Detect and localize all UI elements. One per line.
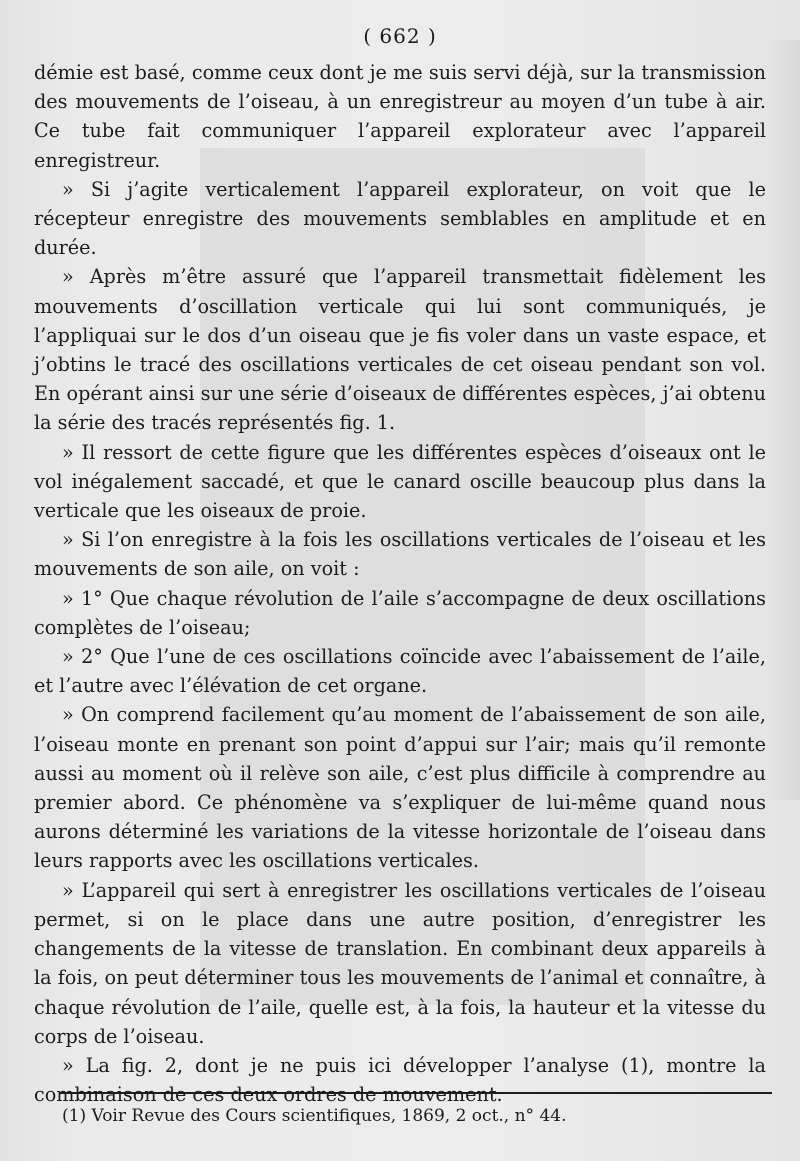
paragraph: » Si j’agite verticalement l’appareil explorateur, on voit que le récepteur enregistre des mouvements semblables en amplitude et en durée. [34,177,766,260]
body-text [34,58,766,1109]
paragraph: » L’appareil qui sert à enregistrer les oscillations verticales de l’oiseau permet, si on le place dans une autre position, d’enregistrer les changements de la vitesse de translation. En combinant deux appareils à la fois, on peut déterminer tous les mouvements de l’animal et connaître, à chaque révolution de l’aile, quelle est, à la fois, la hauteur et la vitesse du corps de l’oiseau. [34,878,766,1048]
page-bleed [770,40,800,800]
paragraph: » Si l’on enregistre à la fois les oscillations verticales de l’oiseau et les mouvements de son aile, on voit : [34,528,766,581]
page-number: ( 662 ) [363,24,437,48]
footnote: (1) Voir Revue des Cours scientifiques, 1869, 2 oct., n° 44. [62,1106,567,1126]
paragraph: » 1° Que chaque révolution de l’aile s’accompagne de deux oscillations complètes de l’oiseau; [34,586,766,639]
paragraph: » La fig. 2, dont je ne puis ici développer l’analyse (1), montre la combinaison de ces deux ordres de mouvement. [34,1053,766,1107]
footnote-rule [60,1092,772,1094]
paragraph: » Après m’être assuré que l’appareil transmettait fidèlement les mouvements d’oscillation verticale qui lui sont communiqués, je l’appliquai sur le dos d’un oiseau que je fis voler dans un vaste espace, et j’obtins le tracé des oscillations verticales de cet oiseau pendant son vol. En opérant ainsi sur une série d’oiseaux de différentes espèces, j’ai obtenu la série des tracés représentés fig. 1. [34,265,766,435]
paragraph: » 2° Que l’une de ces oscillations coïncide avec l’abaissement de l’aile, et l’autre avec l’élévation de cet organe. [34,645,766,698]
paragraph: démie est basé, comme ceux dont je me suis servi déjà, sur la transmission des mouvements de l’oiseau, à un enregistreur au moyen d’un tube à air. Ce tube fait communiquer l’appareil explorateur avec l’appareil enregistreur. [34,61,766,172]
paragraph: » On comprend facilement qu’au moment de l’abaissement de son aile, l’oiseau monte en prenant son point d’appui sur l’air; mais qu’il remonte aussi au moment où il relève son aile, c’est plus difficile à comprendre au premier abord. Ce phénomène va s’expliquer de lui-même quand nous aurons déterminé les variations de la vitesse horizontale de l’oiseau dans leurs rapports avec les oscillations verticales. [34,703,766,873]
paragraph: » Il ressort de cette figure que les différentes espèces d’oiseaux ont le vol inégalement saccadé, et que le canard oscille beaucoup plus dans la verticale que les oiseaux de proie. [34,440,766,523]
